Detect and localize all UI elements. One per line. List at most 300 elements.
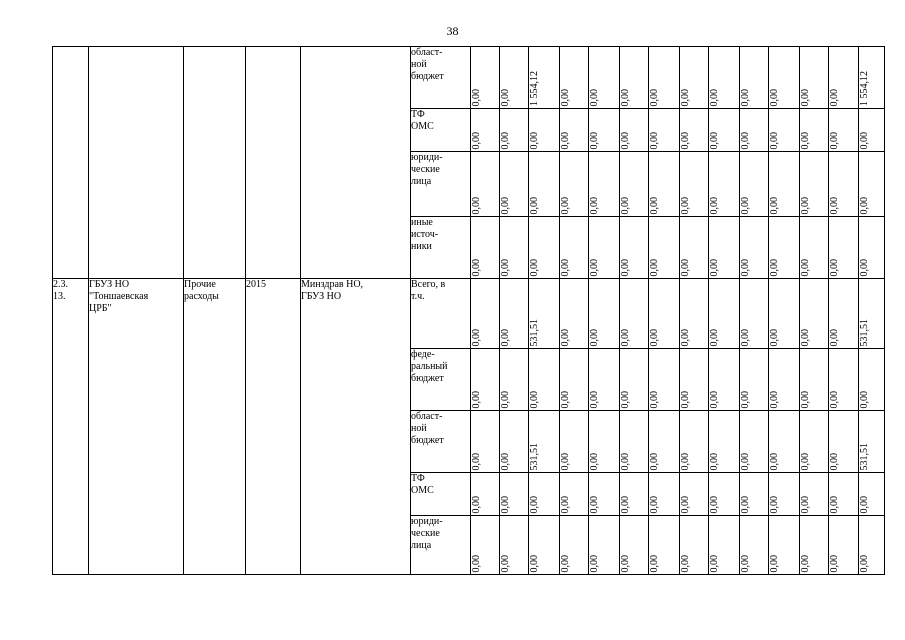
value-text: 0,00 xyxy=(769,196,780,214)
value-cell xyxy=(589,109,620,152)
value-cell xyxy=(471,411,500,473)
value-cell xyxy=(471,109,500,152)
value-text: 0,00 xyxy=(500,131,511,149)
value-text: 0,00 xyxy=(560,196,571,214)
source-label-line: ческие xyxy=(411,528,440,539)
value-cell xyxy=(859,109,885,152)
value-text: 0,00 xyxy=(649,390,660,408)
value-cell xyxy=(859,47,885,109)
value-text: 0,00 xyxy=(589,452,600,470)
value-cell xyxy=(829,152,859,217)
table-row xyxy=(53,47,885,109)
value-cell xyxy=(589,411,620,473)
value-text: 0,00 xyxy=(500,554,511,572)
source-cell xyxy=(411,411,471,473)
value-text: 531,51 xyxy=(859,318,870,346)
value-text: 0,00 xyxy=(829,452,840,470)
value-text: 0,00 xyxy=(680,495,691,513)
value-cell xyxy=(680,349,709,411)
value-cell xyxy=(829,279,859,349)
value-text: 531,51 xyxy=(529,318,540,346)
value-cell xyxy=(859,349,885,411)
value-text: 531,51 xyxy=(859,442,870,470)
value-cell xyxy=(709,473,740,516)
value-cell xyxy=(859,152,885,217)
value-text: 0,00 xyxy=(740,495,751,513)
value-cell xyxy=(859,473,885,516)
value-text: 0,00 xyxy=(500,88,511,106)
value-cell xyxy=(529,152,560,217)
value-cell xyxy=(471,152,500,217)
value-text: 0,00 xyxy=(529,554,540,572)
value-text: 0,00 xyxy=(859,258,870,276)
year-cell xyxy=(246,47,301,279)
value-text: 0,00 xyxy=(680,390,691,408)
source-cell xyxy=(411,109,471,152)
value-text: 0,00 xyxy=(769,554,780,572)
value-text: 0,00 xyxy=(529,495,540,513)
value-text: 0,00 xyxy=(529,196,540,214)
value-cell xyxy=(829,109,859,152)
value-text: 0,00 xyxy=(769,258,780,276)
value-text: 0,00 xyxy=(649,554,660,572)
value-text: 0,00 xyxy=(859,131,870,149)
value-cell xyxy=(709,279,740,349)
value-text: 0,00 xyxy=(829,258,840,276)
value-cell xyxy=(529,109,560,152)
source-label-line: т.ч. xyxy=(411,291,425,302)
value-cell xyxy=(680,47,709,109)
value-text: 0,00 xyxy=(859,390,870,408)
value-cell xyxy=(800,411,829,473)
value-cell xyxy=(620,279,649,349)
value-text: 0,00 xyxy=(471,196,482,214)
source-label-line: бюджет xyxy=(411,435,444,446)
value-cell xyxy=(649,516,680,575)
value-text: 0,00 xyxy=(589,131,600,149)
value-text: 0,00 xyxy=(740,196,751,214)
value-cell xyxy=(589,217,620,279)
value-cell xyxy=(859,217,885,279)
value-cell xyxy=(800,349,829,411)
value-text: 0,00 xyxy=(709,390,720,408)
value-cell xyxy=(829,516,859,575)
value-text: 0,00 xyxy=(829,196,840,214)
value-text: 0,00 xyxy=(709,495,720,513)
value-text: 0,00 xyxy=(620,390,631,408)
source-label-line: юриди- xyxy=(411,516,443,527)
value-cell xyxy=(589,279,620,349)
value-text: 0,00 xyxy=(680,131,691,149)
item-executor-cell xyxy=(301,279,411,575)
value-cell xyxy=(500,349,529,411)
value-cell xyxy=(649,47,680,109)
value-text: 0,00 xyxy=(500,390,511,408)
value-text: 0,00 xyxy=(649,495,660,513)
source-label-line: ОМС xyxy=(411,121,434,132)
expense-type-line: Прочие xyxy=(184,279,216,290)
value-cell xyxy=(680,217,709,279)
value-text: 0,00 xyxy=(709,554,720,572)
value-text: 0,00 xyxy=(560,328,571,346)
value-text: 0,00 xyxy=(769,495,780,513)
source-cell xyxy=(411,152,471,217)
value-cell xyxy=(471,349,500,411)
value-cell xyxy=(769,47,800,109)
value-cell xyxy=(560,279,589,349)
value-cell xyxy=(560,349,589,411)
value-cell xyxy=(740,349,769,411)
value-cell xyxy=(800,473,829,516)
source-label-line: Всего, в xyxy=(411,279,446,290)
value-cell xyxy=(829,47,859,109)
value-cell xyxy=(500,411,529,473)
value-cell xyxy=(829,217,859,279)
value-text: 0,00 xyxy=(560,131,571,149)
executor-cell xyxy=(301,47,411,279)
value-text: 0,00 xyxy=(709,131,720,149)
value-cell xyxy=(680,516,709,575)
value-text: 0,00 xyxy=(740,88,751,106)
number-cell xyxy=(53,47,89,279)
value-text: 0,00 xyxy=(740,554,751,572)
value-cell xyxy=(740,473,769,516)
value-text: 0,00 xyxy=(740,452,751,470)
value-cell xyxy=(859,279,885,349)
value-cell xyxy=(620,47,649,109)
value-text: 0,00 xyxy=(800,328,811,346)
source-label-line: ОМС xyxy=(411,485,434,496)
value-text: 531,51 xyxy=(529,442,540,470)
value-text: 0,00 xyxy=(680,554,691,572)
value-cell xyxy=(769,516,800,575)
value-text: 0,00 xyxy=(471,452,482,470)
value-text: 0,00 xyxy=(529,258,540,276)
value-text: 0,00 xyxy=(829,554,840,572)
value-cell xyxy=(529,516,560,575)
recipient-line: "Тоншаевская xyxy=(89,291,149,302)
value-cell xyxy=(859,516,885,575)
executor-line: ГБУЗ НО xyxy=(301,291,342,302)
value-cell xyxy=(859,411,885,473)
value-text: 0,00 xyxy=(769,452,780,470)
expense-type-cell xyxy=(184,47,246,279)
value-text: 0,00 xyxy=(620,554,631,572)
value-text: 0,00 xyxy=(859,196,870,214)
value-text: 0,00 xyxy=(471,88,482,106)
value-text: 0,00 xyxy=(709,328,720,346)
value-cell xyxy=(500,516,529,575)
value-cell xyxy=(769,279,800,349)
item-recipient-cell xyxy=(89,279,184,575)
source-label-line: феде- xyxy=(411,349,435,360)
value-cell xyxy=(529,411,560,473)
value-cell xyxy=(740,217,769,279)
value-text: 0,00 xyxy=(471,328,482,346)
value-text: 0,00 xyxy=(740,328,751,346)
value-cell xyxy=(709,47,740,109)
value-text: 0,00 xyxy=(680,258,691,276)
source-label-line: ники xyxy=(411,241,432,252)
value-cell xyxy=(529,279,560,349)
value-text: 0,00 xyxy=(500,196,511,214)
value-text: 0,00 xyxy=(859,495,870,513)
value-text: 0,00 xyxy=(680,88,691,106)
value-cell xyxy=(471,279,500,349)
value-text: 1 554,12 xyxy=(859,71,870,106)
source-label-line: лица xyxy=(411,176,432,187)
value-text: 0,00 xyxy=(560,88,571,106)
value-text: 0,00 xyxy=(800,390,811,408)
source-label-line: ной xyxy=(411,423,427,434)
value-text: 0,00 xyxy=(829,88,840,106)
value-cell xyxy=(680,109,709,152)
value-text: 0,00 xyxy=(620,452,631,470)
value-text: 0,00 xyxy=(529,131,540,149)
value-cell xyxy=(620,217,649,279)
value-text: 0,00 xyxy=(800,88,811,106)
value-cell xyxy=(709,152,740,217)
value-text: 0,00 xyxy=(589,495,600,513)
executor-line: Минздрав НО, xyxy=(301,279,364,290)
source-label-line: ческие xyxy=(411,164,440,175)
item-number-line: 13. xyxy=(53,291,66,302)
item-expense-type-cell xyxy=(184,279,246,575)
value-text: 0,00 xyxy=(800,196,811,214)
value-cell xyxy=(709,516,740,575)
value-cell xyxy=(500,152,529,217)
value-cell xyxy=(589,516,620,575)
value-cell xyxy=(620,349,649,411)
value-text: 0,00 xyxy=(471,390,482,408)
value-text: 0,00 xyxy=(620,258,631,276)
value-text: 0,00 xyxy=(709,258,720,276)
value-text: 0,00 xyxy=(471,258,482,276)
value-text: 0,00 xyxy=(680,328,691,346)
value-cell xyxy=(500,473,529,516)
value-text: 0,00 xyxy=(829,328,840,346)
value-text: 0,00 xyxy=(589,88,600,106)
value-text: 0,00 xyxy=(800,258,811,276)
value-cell xyxy=(560,47,589,109)
value-text: 0,00 xyxy=(709,196,720,214)
value-text: 0,00 xyxy=(740,258,751,276)
value-cell xyxy=(769,349,800,411)
value-text: 0,00 xyxy=(649,196,660,214)
value-cell xyxy=(769,217,800,279)
value-text: 0,00 xyxy=(769,328,780,346)
value-cell xyxy=(740,47,769,109)
value-cell xyxy=(589,473,620,516)
source-cell xyxy=(411,473,471,516)
value-text: 0,00 xyxy=(709,452,720,470)
source-cell xyxy=(411,217,471,279)
source-label-line: ральный xyxy=(411,361,448,372)
value-cell xyxy=(740,109,769,152)
value-cell xyxy=(560,473,589,516)
source-label-line: бюджет xyxy=(411,71,444,82)
value-cell xyxy=(500,109,529,152)
value-text: 0,00 xyxy=(620,131,631,149)
source-label-line: юриди- xyxy=(411,152,443,163)
source-label-line: источ- xyxy=(411,229,439,240)
value-text: 0,00 xyxy=(529,390,540,408)
table-row xyxy=(53,279,885,349)
value-cell xyxy=(709,109,740,152)
value-text: 0,00 xyxy=(560,390,571,408)
item-year-cell xyxy=(246,279,301,575)
value-text: 0,00 xyxy=(800,495,811,513)
value-cell xyxy=(471,47,500,109)
value-cell xyxy=(649,473,680,516)
value-text: 0,00 xyxy=(560,452,571,470)
value-cell xyxy=(649,349,680,411)
value-text: 0,00 xyxy=(829,131,840,149)
value-cell xyxy=(589,349,620,411)
value-cell xyxy=(529,473,560,516)
value-text: 0,00 xyxy=(800,131,811,149)
value-text: 0,00 xyxy=(500,258,511,276)
source-cell xyxy=(411,47,471,109)
value-cell xyxy=(829,349,859,411)
value-text: 0,00 xyxy=(589,390,600,408)
value-cell xyxy=(620,411,649,473)
value-cell xyxy=(560,411,589,473)
value-cell xyxy=(800,47,829,109)
value-cell xyxy=(800,152,829,217)
value-text: 0,00 xyxy=(620,328,631,346)
value-cell xyxy=(740,411,769,473)
value-cell xyxy=(649,411,680,473)
value-cell xyxy=(560,516,589,575)
source-label-line: ной xyxy=(411,59,427,70)
value-text: 0,00 xyxy=(769,131,780,149)
value-text: 0,00 xyxy=(620,495,631,513)
value-cell xyxy=(769,152,800,217)
value-cell xyxy=(740,279,769,349)
value-cell xyxy=(471,217,500,279)
value-cell xyxy=(560,109,589,152)
value-cell xyxy=(709,411,740,473)
value-cell xyxy=(560,217,589,279)
value-cell xyxy=(649,279,680,349)
value-text: 0,00 xyxy=(560,258,571,276)
value-cell xyxy=(649,109,680,152)
item-number-cell xyxy=(53,279,89,575)
value-cell xyxy=(500,279,529,349)
value-cell xyxy=(829,411,859,473)
source-label-line: ТФ xyxy=(411,109,425,120)
value-cell xyxy=(620,473,649,516)
value-cell xyxy=(471,473,500,516)
value-text: 0,00 xyxy=(500,328,511,346)
value-cell xyxy=(709,217,740,279)
value-text: 0,00 xyxy=(500,452,511,470)
value-cell xyxy=(649,152,680,217)
recipient-cell xyxy=(89,47,184,279)
expense-type-line: расходы xyxy=(184,291,219,302)
value-text: 0,00 xyxy=(829,495,840,513)
value-cell xyxy=(529,349,560,411)
value-text: 0,00 xyxy=(800,554,811,572)
source-label-line: иные xyxy=(411,217,433,228)
value-text: 0,00 xyxy=(829,390,840,408)
value-cell xyxy=(769,473,800,516)
recipient-line: ЦРБ" xyxy=(89,303,112,314)
value-text: 0,00 xyxy=(620,88,631,106)
value-text: 1 554,12 xyxy=(529,71,540,106)
value-cell xyxy=(589,47,620,109)
value-text: 0,00 xyxy=(560,495,571,513)
value-text: 0,00 xyxy=(769,88,780,106)
value-text: 0,00 xyxy=(649,131,660,149)
value-cell xyxy=(680,473,709,516)
source-label-line: бюджет xyxy=(411,373,444,384)
value-cell xyxy=(800,109,829,152)
value-text: 0,00 xyxy=(740,390,751,408)
value-cell xyxy=(560,152,589,217)
value-cell xyxy=(680,279,709,349)
value-cell xyxy=(740,152,769,217)
source-label-line: област- xyxy=(411,47,443,58)
value-cell xyxy=(471,516,500,575)
value-cell xyxy=(620,516,649,575)
value-text: 0,00 xyxy=(589,328,600,346)
value-text: 0,00 xyxy=(859,554,870,572)
source-cell xyxy=(411,516,471,575)
value-text: 0,00 xyxy=(471,131,482,149)
value-text: 0,00 xyxy=(589,196,600,214)
value-cell xyxy=(800,217,829,279)
value-text: 0,00 xyxy=(680,452,691,470)
item-number-line: 2.3. xyxy=(53,279,68,290)
source-cell xyxy=(411,279,471,349)
value-text: 0,00 xyxy=(471,554,482,572)
source-label-line: област- xyxy=(411,411,443,422)
value-text: 0,00 xyxy=(649,452,660,470)
value-text: 0,00 xyxy=(649,88,660,106)
value-cell xyxy=(620,109,649,152)
value-text: 0,00 xyxy=(589,258,600,276)
value-cell xyxy=(529,217,560,279)
source-label-line: ТФ xyxy=(411,473,425,484)
value-cell xyxy=(709,349,740,411)
value-text: 0,00 xyxy=(649,328,660,346)
value-text: 0,00 xyxy=(589,554,600,572)
recipient-line: ГБУЗ НО xyxy=(89,279,130,290)
value-cell xyxy=(680,152,709,217)
value-text: 0,00 xyxy=(620,196,631,214)
value-text: 0,00 xyxy=(769,390,780,408)
value-text: 0,00 xyxy=(740,131,751,149)
item-year: 2015 xyxy=(246,279,266,290)
value-cell xyxy=(529,47,560,109)
source-label-line: лица xyxy=(411,540,432,551)
value-cell xyxy=(620,152,649,217)
value-cell xyxy=(649,217,680,279)
value-cell xyxy=(740,516,769,575)
value-cell xyxy=(769,109,800,152)
value-text: 0,00 xyxy=(560,554,571,572)
value-cell xyxy=(769,411,800,473)
value-cell xyxy=(500,47,529,109)
value-text: 0,00 xyxy=(680,196,691,214)
value-cell xyxy=(589,152,620,217)
value-cell xyxy=(680,411,709,473)
value-text: 0,00 xyxy=(800,452,811,470)
value-text: 0,00 xyxy=(649,258,660,276)
page-number: 38 xyxy=(446,24,459,38)
